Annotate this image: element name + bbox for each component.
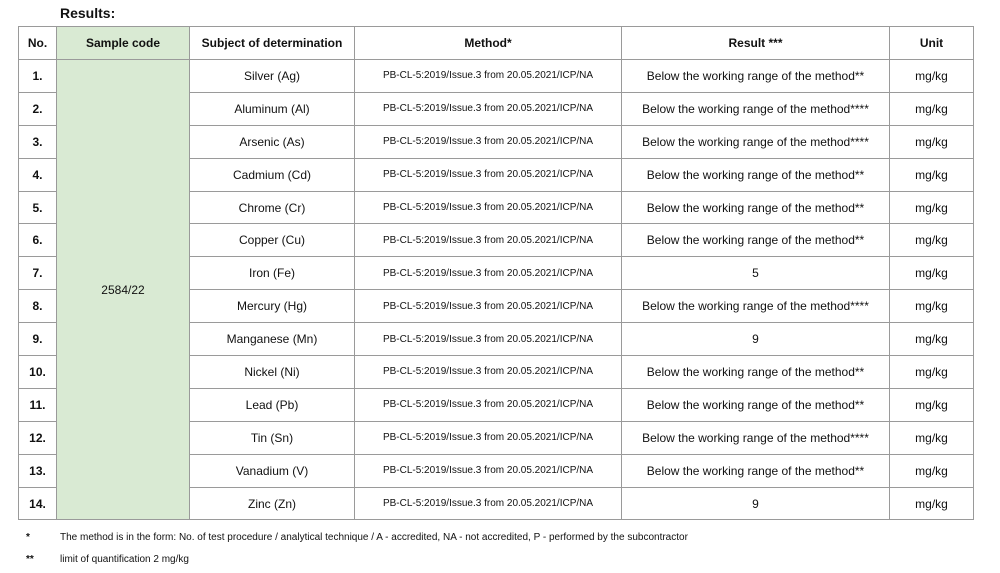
subject-cell: Silver (Ag)	[190, 60, 355, 93]
result-cell: 9	[622, 487, 890, 520]
header-no: No.	[19, 27, 57, 60]
subject-cell: Mercury (Hg)	[190, 290, 355, 323]
unit-cell: mg/kg	[890, 421, 974, 454]
header-method: Method*	[355, 27, 622, 60]
result-cell: Below the working range of the method**	[622, 454, 890, 487]
table-row	[19, 60, 974, 93]
subject-cell: Lead (Pb)	[190, 388, 355, 421]
subject-cell: Nickel (Ni)	[190, 356, 355, 389]
row-number: 1.	[19, 60, 57, 93]
subject-cell: Zinc (Zn)	[190, 487, 355, 520]
footnote	[26, 526, 688, 548]
unit-cell: mg/kg	[890, 454, 974, 487]
row-number: 14.	[19, 487, 57, 520]
subject-cell: Copper (Cu)	[190, 224, 355, 257]
result-cell: Below the working range of the method****	[622, 290, 890, 323]
result-cell: Below the working range of the method****	[622, 92, 890, 125]
footnote	[26, 548, 688, 570]
result-cell: Below the working range of the method****	[622, 421, 890, 454]
footnote-mark: **	[26, 553, 34, 565]
method-cell: PB-CL-5:2019/Issue.3 from 20.05.2021/ICP/NA	[355, 224, 622, 257]
subject-cell: Aluminum (Al)	[190, 92, 355, 125]
footnote-text: The method is in the form: No. of test procedure / analytical technique / A - accredited, NA - not accredited, P - performed by the subcontractor	[60, 531, 688, 543]
result-cell: Below the working range of the method**	[622, 224, 890, 257]
row-number: 10.	[19, 356, 57, 389]
method-cell: PB-CL-5:2019/Issue.3 from 20.05.2021/ICP/NA	[355, 388, 622, 421]
row-number: 3.	[19, 125, 57, 158]
header-sample-code: Sample code	[57, 27, 190, 60]
header-result: Result ***	[622, 27, 890, 60]
unit-cell: mg/kg	[890, 191, 974, 224]
method-cell: PB-CL-5:2019/Issue.3 from 20.05.2021/ICP/NA	[355, 158, 622, 191]
unit-cell: mg/kg	[890, 60, 974, 93]
method-cell: PB-CL-5:2019/Issue.3 from 20.05.2021/ICP/NA	[355, 92, 622, 125]
unit-cell: mg/kg	[890, 224, 974, 257]
result-cell: Below the working range of the method**	[622, 191, 890, 224]
sample-code-cell: 2584/22	[57, 60, 190, 520]
table-header-row	[19, 27, 974, 60]
method-cell: PB-CL-5:2019/Issue.3 from 20.05.2021/ICP/NA	[355, 290, 622, 323]
method-cell: PB-CL-5:2019/Issue.3 from 20.05.2021/ICP/NA	[355, 323, 622, 356]
method-cell: PB-CL-5:2019/Issue.3 from 20.05.2021/ICP/NA	[355, 356, 622, 389]
results-table	[18, 26, 974, 520]
row-number: 13.	[19, 454, 57, 487]
subject-cell: Cadmium (Cd)	[190, 158, 355, 191]
method-cell: PB-CL-5:2019/Issue.3 from 20.05.2021/ICP/NA	[355, 60, 622, 93]
subject-cell: Iron (Fe)	[190, 257, 355, 290]
row-number: 4.	[19, 158, 57, 191]
unit-cell: mg/kg	[890, 323, 974, 356]
method-cell: PB-CL-5:2019/Issue.3 from 20.05.2021/ICP/NA	[355, 125, 622, 158]
row-number: 5.	[19, 191, 57, 224]
subject-cell: Vanadium (V)	[190, 454, 355, 487]
unit-cell: mg/kg	[890, 125, 974, 158]
row-number: 7.	[19, 257, 57, 290]
footnote-mark: *	[26, 531, 30, 543]
unit-cell: mg/kg	[890, 257, 974, 290]
unit-cell: mg/kg	[890, 290, 974, 323]
row-number: 11.	[19, 388, 57, 421]
footnote-text: limit of quantification 2 mg/kg	[60, 553, 189, 565]
row-number: 12.	[19, 421, 57, 454]
result-cell: 9	[622, 323, 890, 356]
unit-cell: mg/kg	[890, 158, 974, 191]
row-number: 6.	[19, 224, 57, 257]
method-cell: PB-CL-5:2019/Issue.3 from 20.05.2021/ICP/NA	[355, 257, 622, 290]
subject-cell: Manganese (Mn)	[190, 323, 355, 356]
result-cell: Below the working range of the method**	[622, 356, 890, 389]
unit-cell: mg/kg	[890, 487, 974, 520]
result-cell: Below the working range of the method**	[622, 60, 890, 93]
subject-cell: Tin (Sn)	[190, 421, 355, 454]
subject-cell: Arsenic (As)	[190, 125, 355, 158]
result-cell: Below the working range of the method****	[622, 125, 890, 158]
method-cell: PB-CL-5:2019/Issue.3 from 20.05.2021/ICP/NA	[355, 191, 622, 224]
row-number: 2.	[19, 92, 57, 125]
unit-cell: mg/kg	[890, 356, 974, 389]
unit-cell: mg/kg	[890, 388, 974, 421]
results-title: Results:	[60, 5, 116, 21]
subject-cell: Chrome (Cr)	[190, 191, 355, 224]
header-unit: Unit	[890, 27, 974, 60]
result-cell: Below the working range of the method**	[622, 388, 890, 421]
method-cell: PB-CL-5:2019/Issue.3 from 20.05.2021/ICP/NA	[355, 487, 622, 520]
row-number: 9.	[19, 323, 57, 356]
footnotes	[26, 526, 688, 570]
unit-cell: mg/kg	[890, 92, 974, 125]
method-cell: PB-CL-5:2019/Issue.3 from 20.05.2021/ICP/NA	[355, 421, 622, 454]
header-subject: Subject of determination	[190, 27, 355, 60]
method-cell: PB-CL-5:2019/Issue.3 from 20.05.2021/ICP/NA	[355, 454, 622, 487]
row-number: 8.	[19, 290, 57, 323]
result-cell: 5	[622, 257, 890, 290]
result-cell: Below the working range of the method**	[622, 158, 890, 191]
